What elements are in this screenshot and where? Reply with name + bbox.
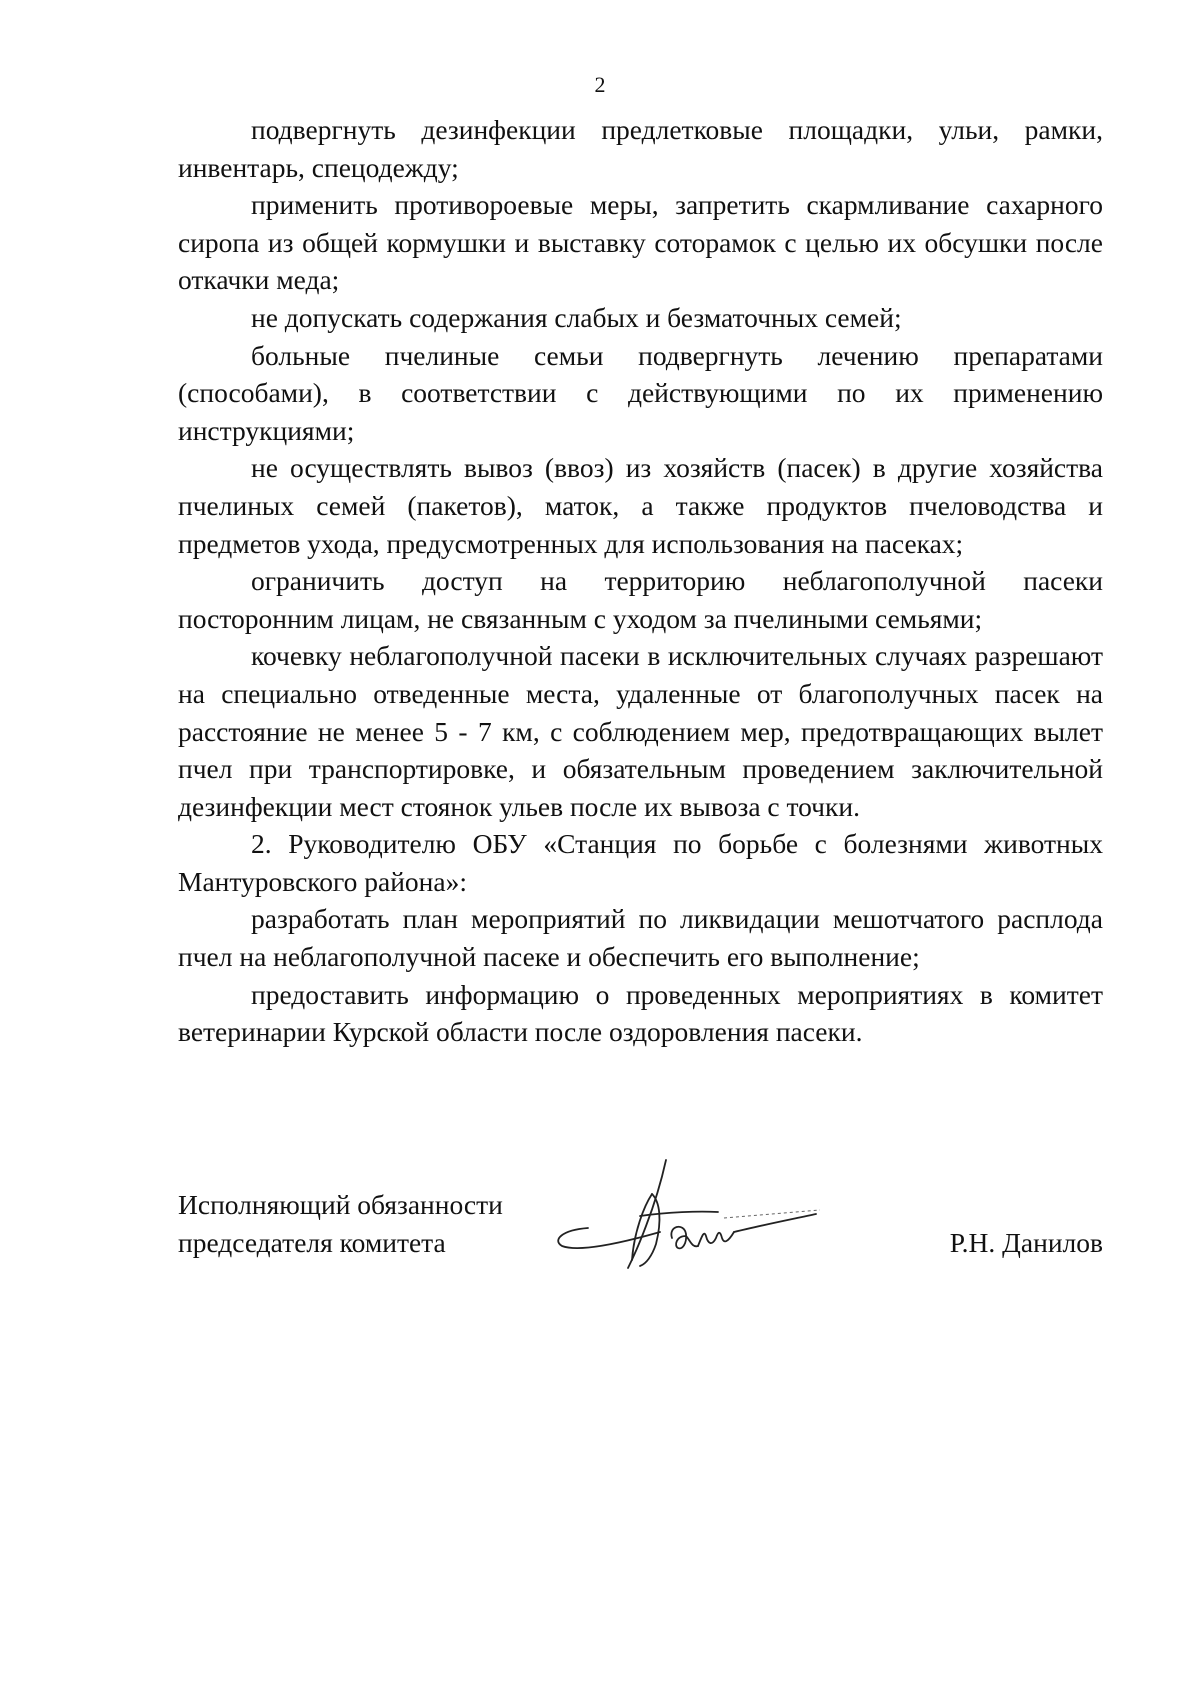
- paragraph: подвергнуть дезинфекции предлетковые площадки, ульи, рамки, инвентарь, спецодежду;: [178, 114, 1103, 183]
- document-body: [178, 111, 1103, 1051]
- paragraph: кочевку неблагополучной пасеки в исключительных случаях разрешают на специально отведенные места, удаленные от благополучных пасек на расстояние не менее 5 - 7 км, с соблюдением мер, предотвращающих вылет пчел при транспортировке, и обязательным проведением заключительной дезинфекции мест стоянок ульев после их вывоза с точки.: [178, 640, 1103, 822]
- signatory-name: Р.Н. Данилов: [949, 1226, 1103, 1258]
- page-number: 2: [594, 72, 606, 97]
- paragraph: применить противороевые меры, запретить скармливание сахарного сиропа из общей кормушки и выставку соторамок с целью их обсушки после откачки меда;: [178, 189, 1103, 296]
- signature-block: [178, 1186, 1103, 1296]
- paragraph: предоставить информацию о проведенных мероприятиях в комитет ветеринарии Курской области после оздоровления пасеки.: [178, 978, 1103, 1048]
- paragraph: не допускать содержания слабых и безматочных семей;: [251, 301, 902, 333]
- signatory-title-line: председателя комитета: [178, 1226, 446, 1258]
- paragraph: больные пчелиные семьи подвергнуть лечению препаратами (способами), в соответствии с действующими по их применению инструкциями;: [178, 339, 1103, 446]
- handwritten-signature: [548, 1156, 828, 1276]
- paragraph: разработать план мероприятий по ликвидации мешотчатого расплода пчел на неблагополучной пасеке и обеспечить его выполнение;: [178, 903, 1103, 973]
- paragraph: ограничить доступ на территорию неблагополучной пасеки посторонним лицам, не связанным с уходом за пчелиными семьями;: [178, 565, 1103, 634]
- signatory-title-line: Исполняющий обязанности: [178, 1189, 503, 1220]
- paragraph: 2. Руководителю ОБУ «Станция по борьбе с болезнями животных Мантуровского района»:: [178, 828, 1103, 897]
- paragraph: не осуществлять вывоз (ввоз) из хозяйств (пасек) в другие хозяйства пчелиных семей (пакетов), маток, а также продуктов пчеловодства и предметов ухода, предусмотренных для использования на пасеках;: [178, 452, 1103, 559]
- signatory-title: [178, 1186, 503, 1261]
